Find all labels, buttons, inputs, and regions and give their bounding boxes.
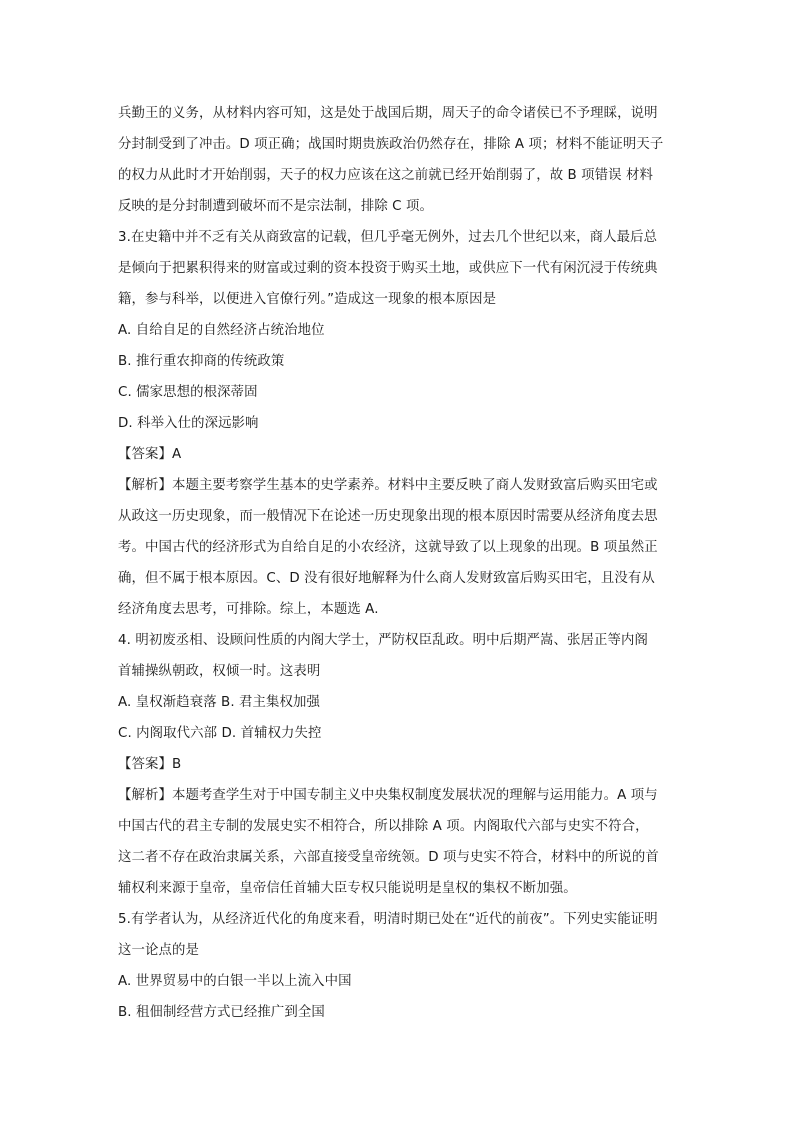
analysis-text: 从政这一历史现象，而一般情况下在论述一历史现象出现的根本原因时需要从经济角度去思 [118,509,658,524]
analysis-text: 确，但不属于根本原因。C、D 没有很好地解释为什么商人发财致富后购买田宅，且没有从 [118,571,655,586]
question-4-stem: 首辅操纵朝政，权倾一时。这表明 [118,664,321,679]
question-4-stem: 4. 明初废丞相、设顾问性质的内阁大学士，严防权臣乱政。明中后期严嵩、张居正等内阁 [118,633,648,648]
text-line: 反映的是分封制遭到破坏而不是宗法制，排除 C 项。 [118,199,433,214]
option-a: A. 自给自足的自然经济占统治地位 [118,323,325,338]
answer-label: 【答案】A [118,447,182,462]
question-5-stem: 5.有学者认为，从经济近代化的角度来看，明清时期已处在“近代的前夜”。下列史实能证明 [118,912,658,927]
option-c: C. 儒家思想的根深蒂固 [118,385,258,400]
question-3-stem: 是倾向于把累积得来的财富或过剩的资本投资于购买土地，或供应下一代有闲沉浸于传统典 [118,261,658,276]
question-3-stem: 籍，参与科举，以便进入官僚行列。”造成这一现象的根本原因是 [118,292,497,307]
text-line: 兵勤王的义务，从材料内容可知，这是处于战国后期，周天子的命令诸侯已不予理睬，说明 [118,106,658,121]
answer-label: 【答案】B [118,757,182,772]
analysis-text: 【解析】本题考查学生对于中国专制主义中央集权制度发展状况的理解与运用能力。A 项与 [118,788,658,803]
document-page [118,98,678,1028]
analysis-text: 中国古代的君主专制的发展史实不相符合，所以排除 A 项。内阁取代六部与史实不符合， [118,819,649,834]
option-a: A. 世界贸易中的白银一半以上流入中国 [118,974,352,989]
options-cd: C. 内阁取代六部 D. 首辅权力失控 [118,726,322,741]
text-line: 的权力从此时才开始削弱，天子的权力应该在这之前就已经开始削弱了，故 B 项错误 材料 [118,168,653,183]
question-5-stem: 这一论点的是 [118,943,199,958]
analysis-text: 辅权利来源于皇帝，皇帝信任首辅大臣专权只能说明是皇权的集权不断加强。 [118,881,577,896]
analysis-text: 考。中国古代的经济形式为自给自足的小农经济，这就导致了以上现象的出现。B 项虽然正 [118,540,658,555]
options-ab: A. 皇权渐趋衰落 B. 君主集权加强 [118,695,320,710]
option-d: D. 科举入仕的深远影响 [118,416,259,431]
option-b: B. 租佃制经营方式已经推广到全国 [118,1005,325,1020]
text-line: 分封制受到了冲击。D 项正确；战国时期贵族政治仍然存在，排除 A 项；材料不能证明天子 [118,137,664,152]
analysis-text: 经济角度去思考，可排除。综上，本题选 A. [118,602,379,617]
option-b: B. 推行重农抑商的传统政策 [118,354,285,369]
analysis-text: 【解析】本题主要考察学生基本的史学素养。材料中主要反映了商人发财致富后购买田宅或 [118,478,658,493]
question-3-stem: 3.在史籍中并不乏有关从商致富的记载，但几乎毫无例外，过去几个世纪以来，商人最后总 [118,230,658,245]
analysis-text: 这二者不存在政治隶属关系，六部直接受皇帝统领。D 项与史实不符合，材料中的所说的首 [118,850,659,865]
